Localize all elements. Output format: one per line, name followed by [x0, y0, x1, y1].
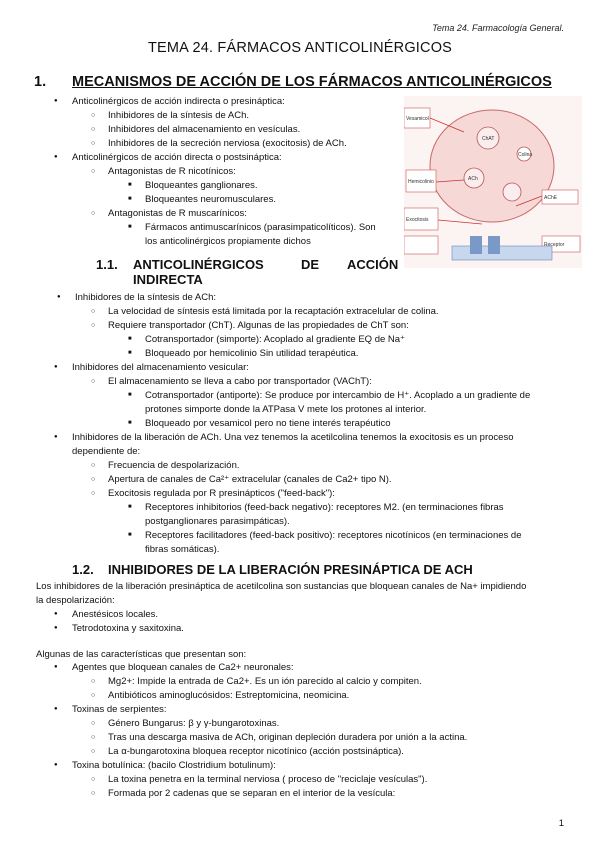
label-exocytosis: Exocitosis	[406, 217, 429, 223]
list-item: ● Agentes que bloquean canales de Ca2+ neuronales:	[72, 661, 294, 674]
list-item: ○ Inhibidores de la secreción nerviosa (exocitosis) de ACh.	[108, 137, 347, 150]
label-ach: ACh	[468, 176, 478, 182]
section-1-title: MECANISMOS DE ACCIÓN DE LOS FÁRMACOS ANTICOLINÉRGICOS	[72, 74, 552, 90]
list-item-continuation: los anticolinérgicos propiamente dichos	[145, 236, 311, 247]
list-item-continuation: dependiente de:	[72, 446, 141, 457]
list-item: ■ Cotransportador (antiporte): Se produce por intercambio de H⁺. Acoplado a un gradiente de	[145, 389, 530, 402]
list-item: ○ Inhibidores de la síntesis de ACh.	[108, 109, 249, 122]
section-1-2-title: INHIBIDORES DE LA LIBERACIÓN PRESINÁPTICA DE ACH	[108, 562, 473, 577]
list-item: ● Inhibidores del almacenamiento vesicular:	[72, 361, 249, 374]
list-item: ■ Bloqueantes ganglionares.	[145, 179, 258, 192]
list-item: ○ Tras una descarga masiva de ACh, originan depleción duradera por unión a la actina.	[108, 731, 467, 744]
section-1-1-title-c: ACCIÓN	[347, 257, 399, 272]
section-1-1-number: 1.1.	[96, 257, 118, 272]
list-item: ○ Inhibidores del almacenamiento en vesículas.	[108, 123, 300, 136]
cholinergic-synapse-figure	[404, 96, 582, 268]
list-item: ○ La velocidad de síntesis está limitada por la recaptación extracelular de colina.	[108, 305, 439, 318]
section-1-1-title-a: ANTICOLINÉRGICOS	[133, 257, 264, 272]
list-item: ○ Frecuencia de despolarización.	[108, 459, 240, 472]
list-item: ■ Fármacos antimuscarínicos (parasimpaticolíticos). Son	[145, 221, 376, 234]
list-item: ■ Bloqueado por vesamicol pero no tiene interés terapéutico	[145, 417, 391, 430]
list-item: ○ Antagonistas de R muscarínicos:	[108, 207, 247, 220]
list-item: ● Tetrodotoxina y saxitoxina.	[72, 622, 184, 635]
paragraph-continuation: la despolarización:	[36, 595, 115, 606]
list-item: ● Inhibidores de la síntesis de ACh:	[75, 291, 216, 304]
list-item: ■ Receptores facilitadores (feed-back positivo): receptores nicotínicos (en terminaciones de	[145, 529, 522, 542]
list-item: ○ Género Bungarus: β y γ-bungarotoxinas.	[108, 717, 279, 730]
section-1-1-title-d: INDIRECTA	[133, 272, 203, 287]
list-item-continuation: postganglionares parasimpáticas).	[145, 516, 290, 527]
page-title: TEMA 24. FÁRMACOS ANTICOLINÉRGICOS	[147, 40, 453, 56]
list-item: ○ Requiere transportador (ChT). Algunas de las propiedades de ChT son:	[108, 319, 409, 332]
list-item: ● Toxinas de serpientes:	[72, 703, 167, 716]
list-item: ○ Apertura de canales de Ca²⁺ extracelular (canales de Ca2+ tipo N).	[108, 473, 392, 486]
list-item: ● Anestésicos locales.	[72, 608, 158, 621]
paragraph: Los inhibidores de la liberación presináptica de acetilcolina son sustancias que bloquean canales de Na+ impidiendo	[36, 581, 527, 592]
list-item: ○ El almacenamiento se lleva a cabo por transportador (VAChT):	[108, 375, 372, 388]
page-number: 1	[558, 818, 564, 829]
list-item: ■ Cotransportador (simporte): Acoplado al gradiente EQ de Na⁺	[145, 333, 405, 346]
list-item-continuation: fibras somáticas).	[145, 544, 220, 555]
section-1-number: 1.	[34, 74, 47, 90]
list-item: ○ La α-bungarotoxina bloquea receptor nicotínico (acción postsináptica).	[108, 745, 404, 758]
label-ache: AChE	[544, 195, 558, 201]
running-header: Tema 24. Farmacología General.	[432, 23, 564, 33]
list-item: ○ Antibióticos aminoglucósidos: Estreptomicina, neomicina.	[108, 689, 349, 702]
list-item: ○ Formada por 2 cadenas que se separan en el interior de la vesícula:	[108, 787, 395, 800]
label-vesamicol: Vesamicol	[406, 116, 429, 122]
list-item: ○ Antagonistas de R nicotínicos:	[108, 165, 236, 178]
list-item-continuation: protones simporte donde la ATPasa V mete los protones al interior.	[145, 404, 427, 415]
label-chat: ChAT	[482, 136, 495, 142]
list-item: ● Anticolinérgicos de acción indirecta o presináptica:	[72, 95, 285, 108]
section-1-1-title-b: DE	[301, 257, 320, 272]
paragraph: Algunas de las características que presentan son:	[36, 649, 247, 660]
label-hemicholinium: Hemicolinio	[408, 179, 434, 185]
list-item: ○ Mg2+: Impide la entrada de Ca2+. Es un ión parecido al calcio y compiten.	[108, 675, 422, 688]
label-receptor: Receptor	[544, 242, 565, 248]
synapse-diagram	[404, 96, 582, 268]
list-item: ○ La toxina penetra en la terminal nerviosa ( proceso de "reciclaje vesículas").	[108, 773, 427, 786]
list-item: ■ Bloqueantes neuromusculares.	[145, 193, 276, 206]
list-item: ● Inhibidores de la liberación de ACh. Una vez tenemos la acetilcolina tenemos la exocitosis es un proceso	[72, 431, 513, 444]
label-choline: Colina	[518, 152, 533, 158]
list-item: ● Toxina botulínica: (bacilo Clostridium botulinum):	[72, 759, 276, 772]
list-item: ● Anticolinérgicos de acción directa o postsináptica:	[72, 151, 282, 164]
list-item: ○ Exocitosis regulada por R presinápticos ("feed-back"):	[108, 487, 335, 500]
section-1-heading	[34, 74, 552, 90]
section-1-2-number: 1.2.	[72, 562, 94, 577]
list-item: ■ Receptores inhibitorios (feed-back negativo): receptores M2. (en terminaciones fibras	[145, 501, 504, 514]
list-item: ■ Bloqueado por hemicolinio Sin utilidad terapéutica.	[145, 347, 358, 360]
